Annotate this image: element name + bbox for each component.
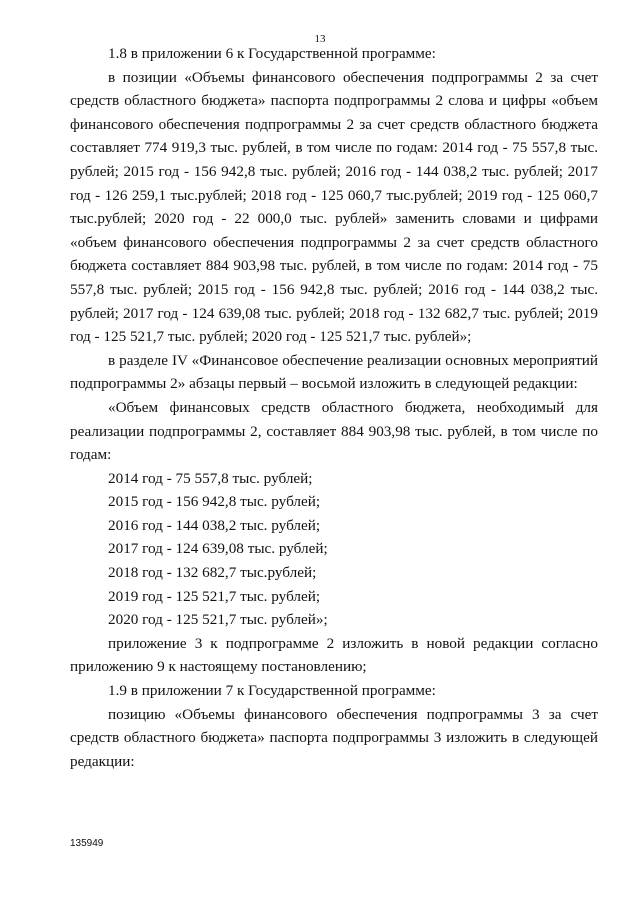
year-line-2014: 2014 год - 75 557,8 тыс. рублей; [108, 469, 313, 487]
paragraph-funding-position-replacement: в позиции «Объемы финансового обеспечения подпрограммы 2 за счет средств областного бюджета» паспорта подпрограммы 2 слова и цифры «объем финансового обеспечения подпрограммы 2 за счет средств областного бюджета составляет 774 919,3 тыс. рублей, в том числе по годам: 2014 год - 75 557,8 тыс. рублей; 2015 год - 156 942,8 тыс. рублей; 2016 год - 144 038,2 тыс. рублей; 2017 год - 126 259,1 тыс.рублей; 2018 год - 125 060,7 тыс.рублей; 2019 год - 125 060,7 тыс.рублей; 2020 год - 22 000,0 тыс. рублей» заменить словами и цифрами «объем финансового обеспечения подпрограммы 2 за счет средств областного бюджета составляет 884 903,98 тыс. рублей, в том числе по годам: 2014 год - 75 557,8 тыс. рублей; 2015 год - 156 942,8 тыс. рублей; 2016 год - 144 038,2 тыс. рублей; 2017 год - 124 639,08 тыс. рублей; 2018 год - 132 682,7 тыс. рублей; 2019 год - 125 521,7 тыс. рублей; 2020 год - 125 521,7 тыс. рублей»; [70, 68, 598, 346]
paragraph-1-9-heading: 1.9 в приложении 7 к Государственной программе: [108, 682, 436, 700]
year-list [70, 467, 598, 632]
document-body [70, 42, 598, 773]
paragraph-funding-volume: «Объем финансовых средств областного бюджета, необходимый для реализации подпрограммы 2, составляет 884 903,98 тыс. рублей, в том числе по годам: [70, 398, 598, 464]
year-line-2016: 2016 год - 144 038,2 тыс. рублей; [108, 516, 321, 534]
paragraph-appendix-3: приложение 3 к подпрограмме 2 изложить в новой редакции согласно приложению 9 к настоящему постановлению; [70, 634, 598, 676]
document-code: 135949 [70, 838, 104, 849]
year-line-2018: 2018 год - 132 682,7 тыс.рублей; [108, 564, 317, 582]
year-line-2017: 2017 год - 124 639,08 тыс. рублей; [108, 540, 328, 558]
year-line-2020: 2020 год - 125 521,7 тыс. рублей»; [108, 611, 328, 629]
paragraph-subprogram-3-position: позицию «Объемы финансового обеспечения подпрограммы 3 за счет средств областного бюджета» паспорта подпрограммы 3 изложить в следующей редакции: [70, 705, 598, 770]
page-number: 13 [314, 33, 326, 45]
paragraph-1-8-heading: 1.8 в приложении 6 к Государственной программе: [108, 45, 436, 62]
paragraph-section-iv: в разделе IV «Финансовое обеспечение реализации основных мероприятий подпрограммы 2» абзацы первый – восьмой изложить в следующей редакции: [70, 351, 598, 393]
year-line-2019: 2019 год - 125 521,7 тыс. рублей; [108, 587, 321, 605]
year-line-2015: 2015 год - 156 942,8 тыс. рублей; [108, 493, 321, 511]
